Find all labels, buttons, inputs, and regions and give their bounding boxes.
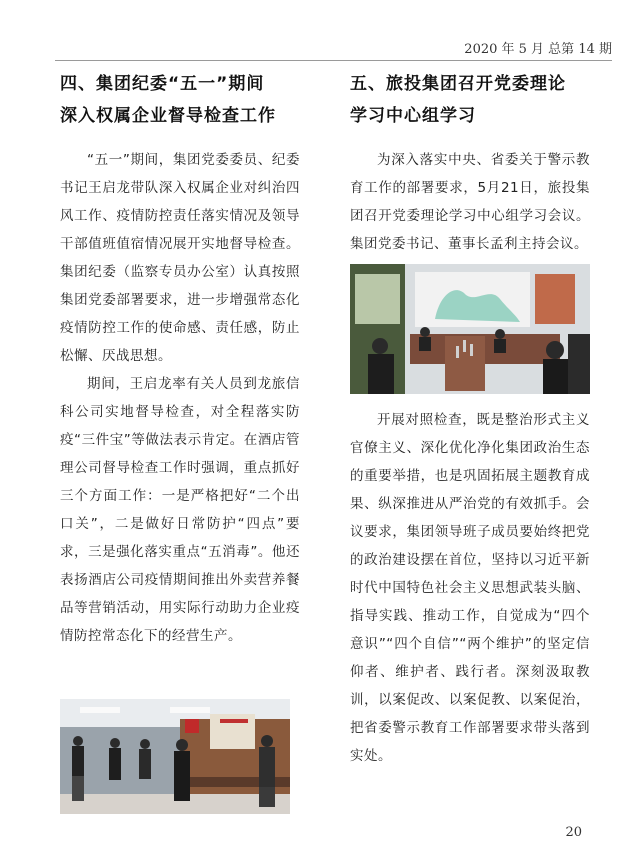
section-five-title-line2: 学习中心组学习 (350, 106, 476, 126)
page-number: 20 (565, 825, 582, 840)
meeting-photo (350, 264, 590, 394)
section-four-title-line1: 四、集团纪委“五一”期间 (60, 74, 265, 94)
section-five-paragraph-1: 为深入落实中央、省委关于警示教育工作的部署要求，5月21日，旅投集团召开党委理论学习中心组学习会议。集团党委书记、董事长孟利主持会议。 (350, 152, 590, 252)
right-column (350, 68, 590, 770)
issue-header: 2020 年 5 月 总第 14 期 (464, 42, 612, 57)
section-five-title (350, 68, 590, 132)
inspection-photo-illustration (60, 699, 290, 814)
header-divider (55, 60, 612, 61)
section-four-title-line2: 深入权属企业督导检查工作 (60, 106, 276, 126)
inspection-photo (60, 699, 290, 814)
section-five-paragraph-2: 开展对照检查，既是整治形式主义官僚主义、深化优化净化集团政治生态的重要举措，也是巩固拓展主题教育成果、纵深推进从严治党的有效抓手。会议要求，集团领导班子成员要始终把党的政治建设摆在首位，坚持以习近平新时代中国特色社会主义思想武装头脑、指导实践、推动工作，自觉成为“四个意识”“四个自信”“两个维护”的坚定信仰者、维护者、践行者。深刻汲取教训，以案促改、以案促教、以案促治，把省委警示教育工作部署要求带头落到实处。 (350, 412, 590, 764)
section-four-paragraph-2: 期间，王启龙率有关人员到龙旅信科公司实地督导检查，对全程落实防疫“三件宝”等做法表示肯定。在酒店管理公司督导检查工作时强调，重点抓好三个方面工作：一是严格把好“二个出口关”，二是做好日常防护“四点”要求，三是强化落实重点“五消毒”。他还表扬酒店公司疫情期间推出外卖营养餐品等营销活动，用实际行动助力企业疫情防控常态化下的经营生产。 (60, 376, 300, 644)
section-four-paragraph-1: “五一”期间，集团党委委员、纪委书记王启龙带队深入权属企业对纠治四风工作、疫情防控责任落实情况及领导干部值班值宿情况展开实地督导检查。集团纪委（监察专员办公室）认真按照集团党委部署要求，进一步增强常态化疫情防控工作的使命感、责任感，防止松懈、厌战思想。 (60, 152, 300, 364)
meeting-photo-illustration (350, 264, 590, 394)
section-four-title (60, 68, 300, 132)
section-five-title-line1: 五、旅投集团召开党委理论 (350, 74, 566, 94)
left-column (60, 68, 300, 650)
